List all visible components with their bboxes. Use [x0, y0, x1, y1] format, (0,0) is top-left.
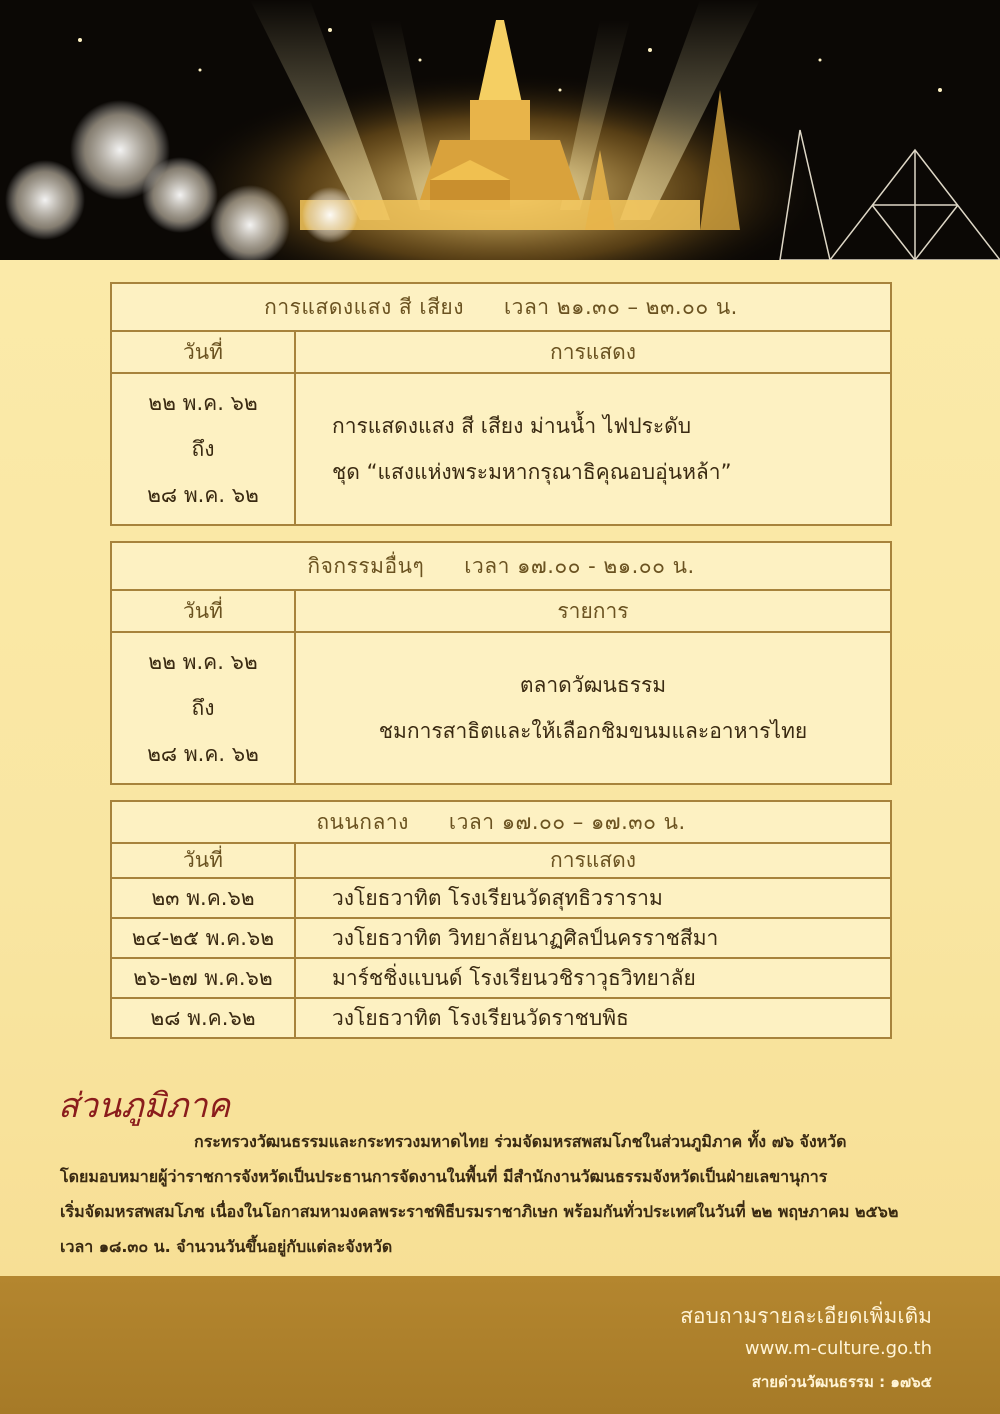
table-row: [111, 878, 891, 918]
section-title: การแสดงแสง สี เสียง: [264, 294, 464, 319]
region-line-4: เวลา ๑๘.๓๐ น. จำนวนวันขึ้นอยู่กับแต่ละจังหวัด: [60, 1237, 393, 1256]
show-description-cell: [295, 373, 891, 525]
date-to: ถึง: [191, 696, 215, 720]
region-paragraph: [60, 1124, 940, 1264]
show-line-1: การแสดงแสง สี เสียง ม่านน้ำ ไฟประดับ: [332, 414, 692, 438]
date-to: ถึง: [191, 437, 215, 461]
show-line-2: ชุด “แสงแห่งพระมหากรุณาธิคุณอบอุ่นหล้า”: [332, 460, 732, 484]
section-time: เวลา ๑๗.๐๐ - ๒๑.๐๐ น.: [464, 553, 695, 578]
date-end: ๒๘ พ.ค. ๖๒: [147, 483, 259, 507]
date-range-cell: [111, 632, 295, 784]
street-performance-table: [110, 800, 892, 1039]
footer-website-link[interactable]: www.m-culture.go.th: [744, 1338, 932, 1359]
row-date: ๒๘ พ.ค.๖๒: [111, 998, 295, 1038]
region-heading: ส่วนภูมิภาค: [58, 1086, 231, 1126]
section-time: เวลา ๒๑.๓๐ – ๒๓.๐๐ น.: [503, 294, 738, 319]
activity-line-1: ตลาดวัฒนธรรม: [519, 673, 667, 697]
column-header-show: การแสดง: [295, 331, 891, 373]
table-row: [111, 958, 891, 998]
column-header-show: การแสดง: [295, 843, 891, 878]
table-title: [111, 283, 891, 331]
table-row: [111, 918, 891, 958]
other-activities-table: [110, 541, 892, 785]
hero-banner-image: [0, 0, 1000, 260]
region-line-2: โดยมอบหมายผู้ว่าราชการจังหวัดเป็นประธานการจัดงานในพื้นที่ มีสำนักงานวัฒนธรรมจังหวัดเป็นฝ่ายเลขานุการ: [60, 1167, 828, 1186]
column-header-date: วันที่: [111, 331, 295, 373]
illuminated-temple-illustration: [0, 0, 1000, 260]
footer-hotline: สายด่วนวัฒนธรรม : ๑๗๖๕: [751, 1373, 932, 1391]
section-title: กิจกรรมอื่นๆ: [307, 553, 425, 578]
column-header-list: รายการ: [295, 590, 891, 632]
footer-inquiry: สอบถามรายละเอียดเพิ่มเติม: [680, 1304, 932, 1328]
row-desc: วงโยธวาทิต โรงเรียนวัดราชบพิธ: [295, 998, 891, 1038]
row-date: ๒๓ พ.ค.๖๒: [111, 878, 295, 918]
light-sound-show-table: [110, 282, 892, 526]
section-time: เวลา ๑๗.๐๐ – ๑๗.๓๐ น.: [448, 809, 686, 834]
column-header-date: วันที่: [111, 843, 295, 878]
date-range-cell: [111, 373, 295, 525]
activities-description-cell: [295, 632, 891, 784]
table-title: [111, 542, 891, 590]
row-date: ๒๖-๒๗ พ.ค.๖๒: [111, 958, 295, 998]
date-start: ๒๒ พ.ค. ๖๒: [148, 391, 258, 415]
footer-bar: [0, 1276, 1000, 1414]
row-desc: วงโยธวาทิต โรงเรียนวัดสุทธิวราราม: [295, 878, 891, 918]
table-row: [111, 998, 891, 1038]
region-line-1: กระทรวงวัฒนธรรมและกระทรวงมหาดไทย ร่วมจัดมหรสพสมโภชในส่วนภูมิภาค ทั้ง ๗๖ จังหวัด: [194, 1132, 847, 1151]
date-start: ๒๒ พ.ค. ๖๒: [148, 650, 258, 674]
section-title: ถนนกลาง: [316, 809, 409, 834]
date-end: ๒๘ พ.ค. ๖๒: [147, 742, 259, 766]
table-title: [111, 801, 891, 843]
row-date: ๒๔-๒๕ พ.ค.๖๒: [111, 918, 295, 958]
row-desc: มาร์ชชิ่งแบนด์ โรงเรียนวชิราวุธวิทยาลัย: [295, 958, 891, 998]
region-line-3: เริ่มจัดมหรสพสมโภช เนื่องในโอกาสมหามงคลพระราชพิธีบรมราชาภิเษก พร้อมกันทั่วประเทศในวันที่ ๒๒ พฤษภาคม ๒๕๖๒: [60, 1202, 899, 1221]
column-header-date: วันที่: [111, 590, 295, 632]
activity-line-2: ชมการสาธิตและให้เลือกชิมขนมและอาหารไทย: [378, 719, 808, 743]
row-desc: วงโยธวาทิต วิทยาลัยนาฏศิลป์นครราชสีมา: [295, 918, 891, 958]
